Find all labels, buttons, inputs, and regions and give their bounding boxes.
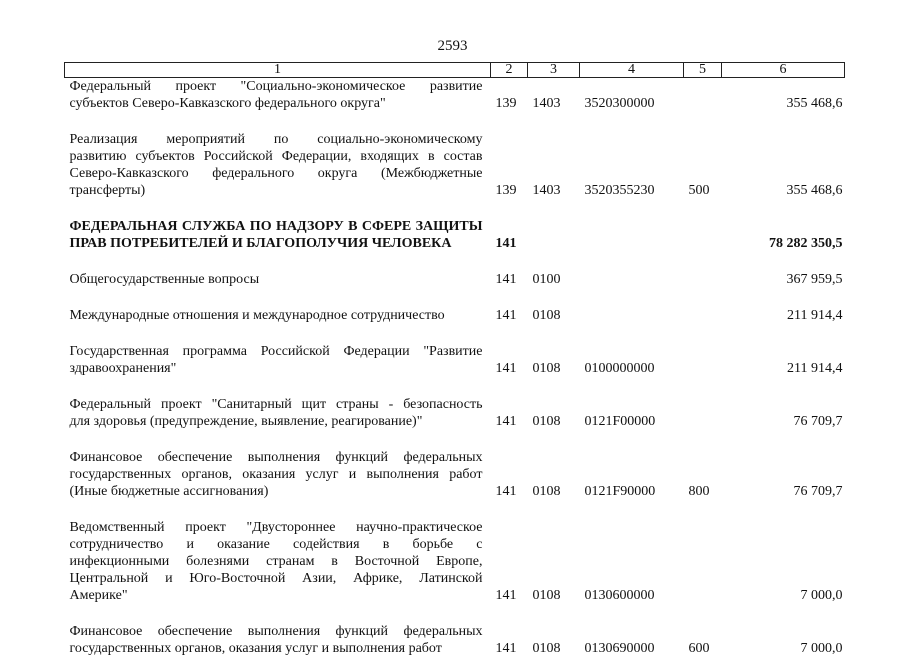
row-name: [65, 396, 491, 430]
expense-type-code: [684, 78, 722, 113]
expense-type-code: 500: [684, 131, 722, 199]
row-name-line: Финансовое обеспечение выполнения функций федеральных: [70, 449, 483, 466]
target-article-code: 0121F00000: [580, 396, 684, 430]
row-name: [65, 78, 491, 113]
table-row: [65, 218, 845, 252]
ministry-code: 139: [491, 131, 528, 199]
ministry-code: 139: [491, 78, 528, 113]
row-name: [65, 623, 491, 657]
row-name-line: субъектов Северо-Кавказского федерального округа": [70, 95, 483, 112]
row-name-line: развитию субъектов Российской Федерации, входящих в состав: [70, 148, 483, 165]
row-name: [65, 271, 491, 288]
amount: 367 959,5: [722, 271, 845, 288]
expense-type-code: [684, 519, 722, 604]
section-code: 0108: [528, 343, 580, 377]
target-article-code: [580, 218, 684, 252]
section-code: 0108: [528, 623, 580, 657]
table-body: [65, 78, 845, 657]
row-name-line: инфекционными болезнями странам в Восточной Европе,: [70, 553, 483, 570]
column-number-header-row: [65, 63, 845, 78]
column-header-1: 1: [65, 63, 491, 78]
row-spacer: [65, 604, 845, 623]
section-code: 0100: [528, 271, 580, 288]
column-header-2: 2: [491, 63, 528, 78]
row-name: [65, 131, 491, 199]
row-spacer: [65, 252, 845, 271]
target-article-code: [580, 307, 684, 324]
ministry-code: 141: [491, 396, 528, 430]
row-name-line: трансферты): [70, 182, 483, 199]
expense-type-code: [684, 271, 722, 288]
row-name-line: Северо-Кавказского федерального округа (Межбюджетные: [70, 165, 483, 182]
row-spacer: [65, 377, 845, 396]
row-name-line: Общегосударственные вопросы: [70, 271, 483, 288]
row-name-line: ФЕДЕРАЛЬНАЯ СЛУЖБА ПО НАДЗОРУ В СФЕРЕ ЗАЩИТЫ: [70, 218, 483, 235]
table-row: [65, 307, 845, 324]
budget-table: [64, 62, 845, 657]
expense-type-code: 600: [684, 623, 722, 657]
ministry-code: 141: [491, 343, 528, 377]
target-article-code: 0130690000: [580, 623, 684, 657]
table-row: [65, 131, 845, 199]
section-code: 1403: [528, 78, 580, 113]
ministry-code: 141: [491, 519, 528, 604]
column-header-3: 3: [528, 63, 580, 78]
row-name-line: государственных органов, оказания услуг и выполнения работ: [70, 640, 483, 657]
ministry-code: 141: [491, 271, 528, 288]
expense-type-code: [684, 396, 722, 430]
amount: 76 709,7: [722, 449, 845, 500]
section-code: 1403: [528, 131, 580, 199]
target-article-code: [580, 271, 684, 288]
table-row: [65, 623, 845, 657]
amount: 355 468,6: [722, 78, 845, 113]
ministry-code: 141: [491, 307, 528, 324]
row-name-line: Центральной и Юго-Восточной Азии, Африке, Латинской: [70, 570, 483, 587]
section-code: 0108: [528, 449, 580, 500]
ministry-code: 141: [491, 623, 528, 657]
row-spacer: [65, 112, 845, 131]
amount: 7 000,0: [722, 623, 845, 657]
ministry-code: 141: [491, 449, 528, 500]
amount: 211 914,4: [722, 343, 845, 377]
row-spacer: [65, 288, 845, 307]
target-article-code: 0100000000: [580, 343, 684, 377]
row-name: [65, 449, 491, 500]
expense-type-code: [684, 307, 722, 324]
table-row: [65, 271, 845, 288]
row-name-line: Государственная программа Российской Федерации "Развитие: [70, 343, 483, 360]
row-name: [65, 519, 491, 604]
row-name-line: Международные отношения и международное сотрудничество: [70, 307, 483, 324]
row-spacer: [65, 500, 845, 519]
row-spacer: [65, 199, 845, 218]
row-name-line: Федеральный проект "Социально-экономическое развитие: [70, 78, 483, 95]
row-name-line: государственных органов, оказания услуг и выполнения работ: [70, 466, 483, 483]
table-row: [65, 396, 845, 430]
column-header-5: 5: [684, 63, 722, 78]
target-article-code: 0130600000: [580, 519, 684, 604]
page-number: 2593: [0, 38, 905, 55]
column-header-6: 6: [722, 63, 845, 78]
amount: 211 914,4: [722, 307, 845, 324]
ministry-code: 141: [491, 218, 528, 252]
row-name-line: Финансовое обеспечение выполнения функций федеральных: [70, 623, 483, 640]
section-code: 0108: [528, 396, 580, 430]
table-row: [65, 519, 845, 604]
row-name-line: сотрудничество и оказание содействия в борьбе с: [70, 536, 483, 553]
row-name-line: для здоровья (предупреждение, выявление, реагирование)": [70, 413, 483, 430]
section-code: 0108: [528, 307, 580, 324]
column-header-4: 4: [580, 63, 684, 78]
expense-type-code: [684, 218, 722, 252]
row-spacer: [65, 430, 845, 449]
section-code: [528, 218, 580, 252]
table-row: [65, 449, 845, 500]
row-name-line: Реализация мероприятий по социально-экономическому: [70, 131, 483, 148]
row-spacer: [65, 324, 845, 343]
row-name-line: Федеральный проект "Санитарный щит страны - безопасность: [70, 396, 483, 413]
target-article-code: 3520300000: [580, 78, 684, 113]
row-name: [65, 343, 491, 377]
row-name-line: здравоохранения": [70, 360, 483, 377]
expense-type-code: 800: [684, 449, 722, 500]
row-name-line: ПРАВ ПОТРЕБИТЕЛЕЙ И БЛАГОПОЛУЧИЯ ЧЕЛОВЕКА: [70, 235, 483, 252]
row-name-line: Америке": [70, 587, 483, 604]
row-name-line: (Иные бюджетные ассигнования): [70, 483, 483, 500]
target-article-code: 3520355230: [580, 131, 684, 199]
amount: 7 000,0: [722, 519, 845, 604]
amount: 355 468,6: [722, 131, 845, 199]
table-row: [65, 78, 845, 113]
amount: 76 709,7: [722, 396, 845, 430]
row-name: [65, 218, 491, 252]
amount: 78 282 350,5: [722, 218, 845, 252]
row-name: [65, 307, 491, 324]
expense-type-code: [684, 343, 722, 377]
target-article-code: 0121F90000: [580, 449, 684, 500]
section-code: 0108: [528, 519, 580, 604]
table-row: [65, 343, 845, 377]
row-name-line: Ведомственный проект "Двустороннее научно-практическое: [70, 519, 483, 536]
